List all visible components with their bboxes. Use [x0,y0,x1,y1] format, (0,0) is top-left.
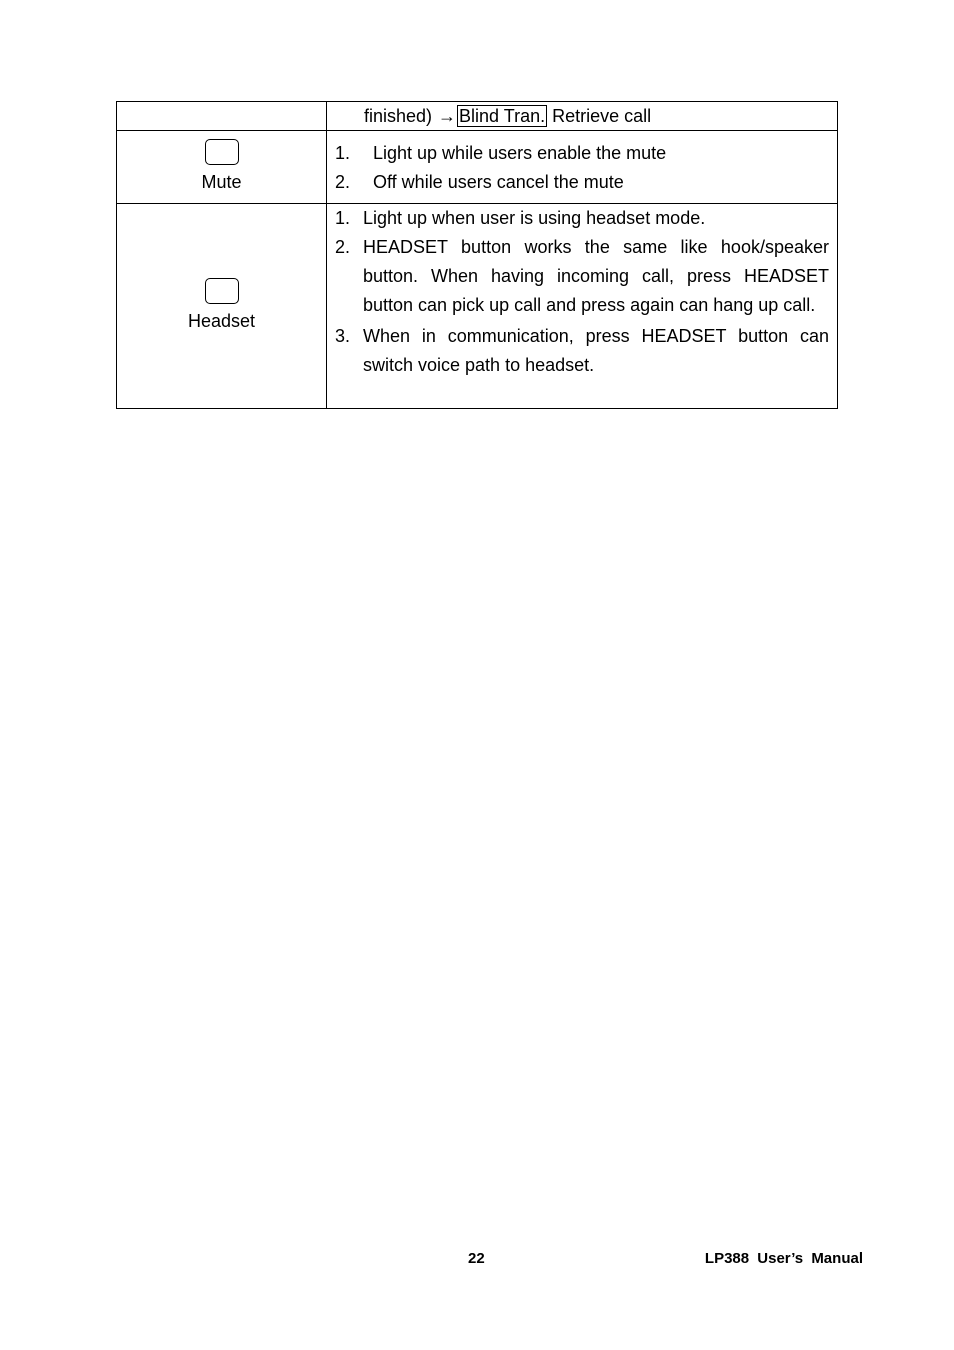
list-item-text: Light up while users enable the mute [373,143,667,163]
list-item [335,139,829,168]
mute-description-list [335,139,829,197]
page-number: 22 [468,1250,485,1267]
mute-description-cell [327,131,838,204]
list-item [335,168,829,197]
retrieve-call-text: Retrieve call [547,106,652,126]
mute-key-cell [117,131,327,204]
list-item-number: 3. [335,326,351,346]
list-item-number: 2. [335,237,351,257]
list-item-number: 2. [335,172,351,192]
headset-key-label: Headset [187,311,256,331]
headset-button-icon [205,278,239,304]
list-item [335,322,829,380]
mute-button-icon [205,139,239,165]
table-row-continued [117,102,838,131]
list-item-text: Light up when user is using headset mode. [363,208,706,228]
blind-transfer-key-label: Blind Tran. [459,106,546,126]
headset-key-cell [117,204,327,409]
list-item-text: Off while users cancel the mute [373,172,624,192]
list-item-text: When in communication, press HEADSET button can switch voice path to headset. [363,326,829,375]
list-item [335,233,829,320]
headset-description-list [335,204,829,380]
list-item [335,204,829,233]
list-item-number: 1. [335,208,351,228]
manual-title: LP388 User’s Manual [704,1250,863,1267]
headset-description-cell [327,204,838,409]
table-row-headset [117,204,838,409]
mute-key-label: Mute [201,172,242,192]
table-row-mute [117,131,838,204]
button-description-table [116,101,838,409]
continued-description-cell [327,102,838,131]
continued-text: finished) [364,106,433,126]
list-item-text: HEADSET button works the same like hook/speaker button. When having incoming call, press HEADSET button can pick up call and press again can hang up call. [363,237,829,315]
arrow-right-icon: → [438,106,457,126]
empty-cell [117,102,327,131]
list-item-number: 1. [335,143,351,163]
